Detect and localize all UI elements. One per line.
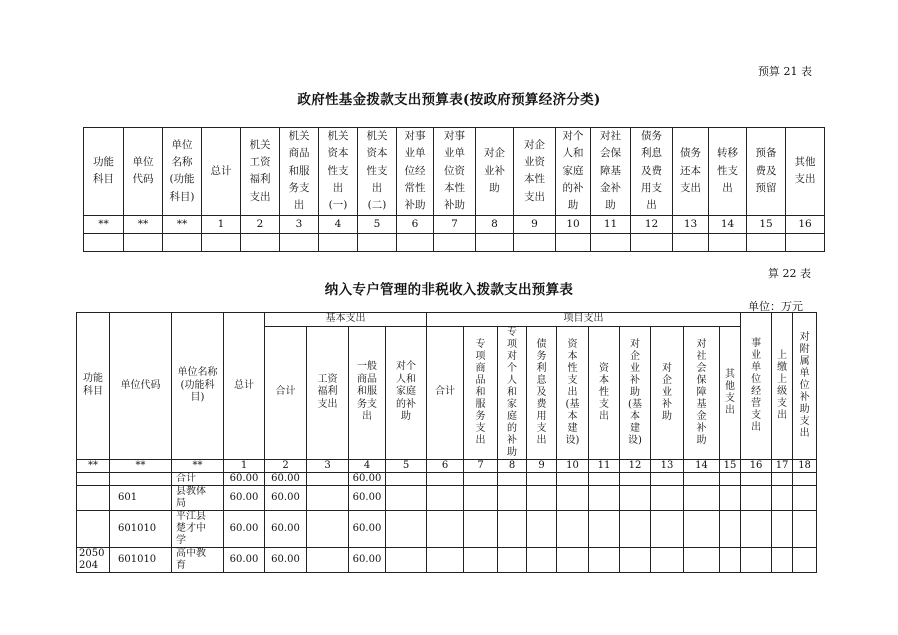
t2-code-18: 16 [741,459,772,473]
t1-empty-cell [591,233,631,251]
t1-empty-cell [434,233,476,251]
t1-empty-cell [358,233,397,251]
table-row [77,511,817,548]
t1-header-2: 单位 名称 (功能 科目) [163,128,202,216]
t2-func-cell: 2050 204 [77,548,110,573]
t2-basic-total-cell: 60.00 [265,486,307,511]
t1-code-18: 16 [786,215,825,233]
t2-code-6: 4 [349,459,386,473]
t2-project-header-8: 对 社 会 保 障 基 金 补 助 [684,326,720,459]
t2-project-header-1: 专 项 商 品 和 服 务 支 出 [464,326,498,459]
t2-name-cell: 平江县 楚才中 学 [172,511,224,548]
t2-empty-cell [307,511,349,548]
t2-total-header: 总计 [224,313,265,460]
t2-empty-cell [620,511,651,548]
t2-empty-cell [793,548,817,573]
t1-empty-cell [476,233,514,251]
t2-code-16: 14 [684,459,720,473]
t2-empty-cell [720,511,741,548]
t2-tail-header-0: 事 业 单 位 经 营 支 出 [741,313,772,460]
t1-code-4: 2 [241,215,280,233]
t2-empty-cell [307,486,349,511]
t2-basic-total-cell: 60.00 [265,473,307,486]
t2-project-group: 项目支出 [427,313,741,327]
t1-code-6: 4 [319,215,358,233]
t2-general-goods-cell: 60.00 [349,548,386,573]
table2-code-row [77,459,817,473]
t2-empty-cell [498,511,527,548]
t2-empty-cell [498,548,527,573]
t2-func-cell [77,486,110,511]
t2-empty-cell [651,511,684,548]
t2-empty-cell [793,511,817,548]
t2-code-9: 7 [464,459,498,473]
t1-code-16: 14 [709,215,747,233]
t1-code-9: 7 [434,215,476,233]
t1-header-17: 预备 费及 预留 [747,128,786,216]
t2-empty-cell [620,473,651,486]
t2-code-19: 17 [772,459,793,473]
t1-code-13: 11 [591,215,631,233]
t2-empty-cell [386,511,427,548]
t2-code-13: 11 [589,459,620,473]
t1-code-17: 15 [747,215,786,233]
t2-empty-cell [557,473,589,486]
t2-project-header-9: 其 他 支 出 [720,326,741,459]
t2-empty-cell [772,511,793,548]
t2-code-cell: 601010 [110,511,172,548]
t2-code-8: 6 [427,459,464,473]
t1-code-3: 1 [202,215,241,233]
t2-total-cell: 60.00 [224,486,265,511]
t2-empty-cell [772,473,793,486]
t2-empty-cell [527,486,557,511]
t1-empty-cell [786,233,825,251]
t2-code-cell [110,473,172,486]
t2-name-cell: 合计 [172,473,224,486]
t2-empty-cell [527,511,557,548]
t2-empty-cell [684,473,720,486]
t1-empty-cell [84,233,124,251]
t2-empty-cell [589,486,620,511]
t2-empty-cell [684,486,720,511]
t1-code-10: 8 [476,215,514,233]
t2-empty-cell [720,486,741,511]
t1-empty-cell [241,233,280,251]
t2-code-12: 10 [557,459,589,473]
t2-empty-cell [427,473,464,486]
t2-empty-cell [793,473,817,486]
t1-header-15: 债务 还本 支出 [673,128,709,216]
t2-empty-cell [741,473,772,486]
t2-empty-cell [651,473,684,486]
t2-empty-cell [464,473,498,486]
t1-empty-cell [280,233,319,251]
table1-code-row [84,215,825,233]
t1-code-0: ** [84,215,124,233]
t2-code-header: 单位代码 [110,313,172,460]
t1-empty-cell [631,233,673,251]
t2-empty-cell [620,486,651,511]
t2-total-cell: 60.00 [224,473,265,486]
t2-tail-header-2: 对 附 属 单 位 补 助 支 出 [793,313,817,460]
t2-general-goods-cell: 60.00 [349,511,386,548]
t1-empty-cell [747,233,786,251]
table-row [77,548,817,573]
t2-empty-cell [741,486,772,511]
t2-project-header-5: 资 本 性 支 出 [589,326,620,459]
t2-empty-cell [427,486,464,511]
t2-empty-cell [307,473,349,486]
t1-header-7: 机关 资本 性支 出 (二) [358,128,397,216]
t2-code-20: 18 [793,459,817,473]
t1-header-4: 机关 工资 福利 支出 [241,128,280,216]
t1-code-2: ** [163,215,202,233]
t2-empty-cell [557,548,589,573]
t1-header-1: 单位 代码 [124,128,163,216]
t2-empty-cell [589,511,620,548]
t2-code-14: 12 [620,459,651,473]
t2-empty-cell [464,548,498,573]
t2-basic-header-2: 一般 商品 和服 务支 出 [349,326,386,459]
t2-empty-cell [386,473,427,486]
t2-empty-cell [498,486,527,511]
t2-code-0: ** [77,459,110,473]
t1-header-18: 其他 支出 [786,128,825,216]
t1-code-8: 6 [397,215,434,233]
t2-project-header-3: 债 务 利 息 及 费 用 支 出 [527,326,557,459]
t1-code-7: 5 [358,215,397,233]
table1-empty-row [84,233,825,251]
table1-header-row [84,128,825,216]
t1-header-10: 对企 业补 助 [476,128,514,216]
t1-empty-cell [673,233,709,251]
t2-basic-header-3: 对个 人和 家庭 的补 助 [386,326,427,459]
table-row [77,473,817,486]
t1-code-12: 10 [556,215,591,233]
t1-header-6: 机关 资本 性支 出 (一) [319,128,358,216]
t2-func-cell [77,473,110,486]
t1-code-5: 3 [280,215,319,233]
table1-title: 政府性基金拨款支出预算表(按政府预算经济分类) [297,92,601,108]
table2-label: 算 22 表 [768,267,811,280]
t2-name-cell: 县教体 局 [172,486,224,511]
t2-empty-cell [772,548,793,573]
t1-empty-cell [124,233,163,251]
t2-empty-cell [793,486,817,511]
t2-empty-cell [527,548,557,573]
t1-header-8: 对事 业单 位经 常性 补助 [397,128,434,216]
t1-header-9: 对事 业单 位资 本性 补助 [434,128,476,216]
t2-code-2: ** [172,459,224,473]
t2-empty-cell [427,511,464,548]
t2-empty-cell [589,473,620,486]
table-row [77,486,817,511]
t2-empty-cell [386,548,427,573]
t2-general-goods-cell: 60.00 [349,473,386,486]
t2-func-header: 功能 科目 [77,313,110,460]
t2-empty-cell [527,473,557,486]
t2-empty-cell [620,548,651,573]
t2-code-17: 15 [720,459,741,473]
t2-empty-cell [684,511,720,548]
t2-empty-cell [741,548,772,573]
table2 [76,312,817,573]
t2-tail-header-1: 上 缴 上 级 支 出 [772,313,793,460]
t1-empty-cell [514,233,556,251]
t2-code-4: 2 [265,459,307,473]
t1-header-13: 对社 会保 障基 金补 助 [591,128,631,216]
t2-name-cell: 高中教 育 [172,548,224,573]
t1-code-11: 9 [514,215,556,233]
t2-project-header-0: 合计 [427,326,464,459]
t2-empty-cell [498,473,527,486]
t2-empty-cell [307,548,349,573]
t2-total-cell: 60.00 [224,511,265,548]
table2-title: 纳入专户管理的非税收入拨款支出预算表 [324,282,574,298]
t2-empty-cell [557,511,589,548]
t1-code-14: 12 [631,215,673,233]
t2-total-cell: 60.00 [224,548,265,573]
t2-empty-cell [741,511,772,548]
t2-basic-total-cell: 60.00 [265,548,307,573]
t1-code-15: 13 [673,215,709,233]
t1-header-16: 转移 性支 出 [709,128,747,216]
t2-empty-cell [464,511,498,548]
t1-header-5: 机关 商品 和服 务支 出 [280,128,319,216]
t2-code-15: 13 [651,459,684,473]
t2-empty-cell [464,486,498,511]
t2-empty-cell [557,486,589,511]
t1-header-3: 总计 [202,128,241,216]
t2-name-header: 单位名称 (功能科 目) [172,313,224,460]
t2-basic-group: 基本支出 [265,313,427,327]
t2-code-3: 1 [224,459,265,473]
t2-code-1: ** [110,459,172,473]
t1-empty-cell [709,233,747,251]
t1-header-11: 对企 业资 本性 支出 [514,128,556,216]
t2-code-10: 8 [498,459,527,473]
t2-empty-cell [772,486,793,511]
t1-empty-cell [556,233,591,251]
table1-label: 预算 21 表 [758,65,812,78]
t2-basic-total-cell: 60.00 [265,511,307,548]
t2-empty-cell [720,548,741,573]
t2-project-header-7: 对 企 业 补 助 [651,326,684,459]
t2-code-cell: 601 [110,486,172,511]
t1-header-14: 债务 利息 及费 用支 出 [631,128,673,216]
t1-header-12: 对个 人和 家庭 的补 助 [556,128,591,216]
t1-header-0: 功能 科目 [84,128,124,216]
t1-empty-cell [202,233,241,251]
table1 [83,127,825,252]
t2-empty-cell [427,548,464,573]
t2-code-cell: 601010 [110,548,172,573]
t2-project-header-2: 专 项 对 个 人 和 家 庭 的 补 助 [498,326,527,459]
t2-general-goods-cell: 60.00 [349,486,386,511]
t2-empty-cell [651,486,684,511]
t2-empty-cell [651,548,684,573]
t2-func-cell [77,511,110,548]
t2-code-7: 5 [386,459,427,473]
t1-code-1: ** [124,215,163,233]
t2-empty-cell [386,486,427,511]
t2-basic-header-1: 工资 福利 支出 [307,326,349,459]
t2-project-header-6: 对 企 业 补 助 (基 本 建 设) [620,326,651,459]
t2-empty-cell [720,473,741,486]
table2-unit: 单位：万元 [748,300,803,313]
t2-empty-cell [589,548,620,573]
t2-project-header-4: 资 本 性 支 出 (基 本 建 设) [557,326,589,459]
t2-basic-header-0: 合计 [265,326,307,459]
t2-code-5: 3 [307,459,349,473]
t1-empty-cell [397,233,434,251]
t2-code-11: 9 [527,459,557,473]
t1-empty-cell [319,233,358,251]
t2-empty-cell [684,548,720,573]
t1-empty-cell [163,233,202,251]
